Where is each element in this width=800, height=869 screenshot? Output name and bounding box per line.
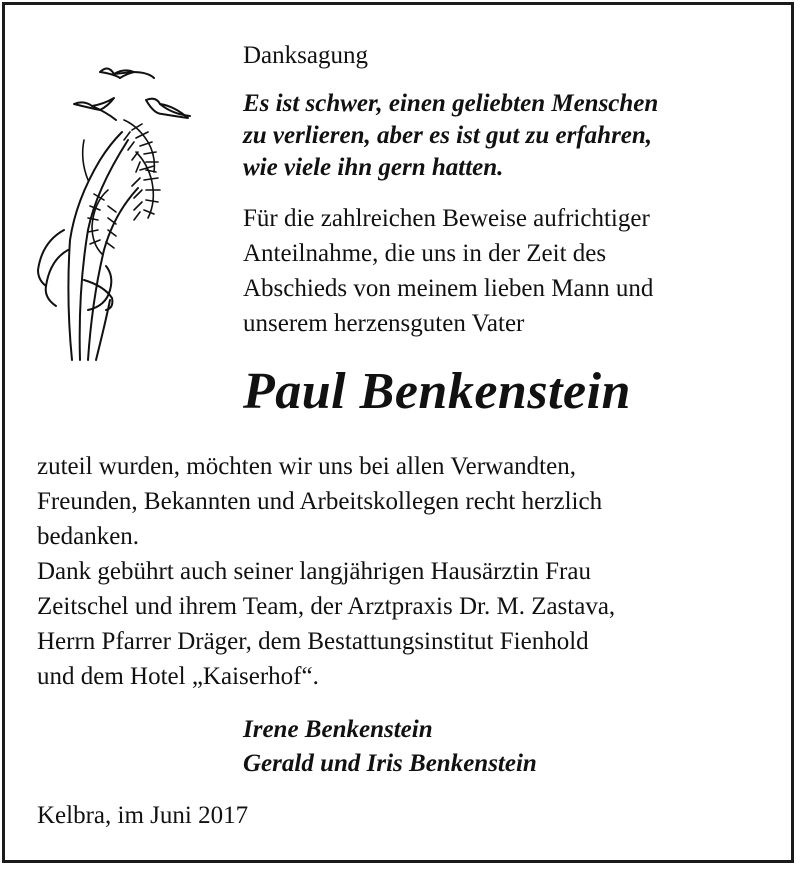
intro-line: Abschieds von meinem lieben Mann und: [243, 275, 654, 302]
place-date: Kelbra, im Juni 2017: [37, 802, 249, 829]
body-line: Dank gebührt auch seiner langjährigen Hausärztin Frau: [37, 558, 591, 585]
signature-line: Irene Benkenstein: [243, 716, 433, 743]
intro-line: Für die zahlreichen Beweise aufrichtiger: [243, 205, 650, 232]
intro-paragraph: [243, 201, 783, 341]
body-line: Freunden, Bekannten und Arbeitskollegen recht herzlich: [37, 488, 603, 515]
intro-line: Anteilnahme, die uns in der Zeit des: [243, 240, 607, 267]
deceased-name: Paul Benkenstein: [243, 363, 631, 420]
body-line: Zeitschel und ihrem Team, der Arztpraxis Dr. M. Zastava,: [37, 593, 616, 620]
signatures: [243, 713, 537, 781]
body-line: zuteil wurden, möchten wir uns bei allen Verwandten,: [37, 453, 576, 480]
quote-line: Es ist schwer, einen geliebten Menschen: [243, 90, 659, 117]
bird-icon: [100, 68, 154, 78]
reed-seed-heads: [83, 120, 160, 254]
quote-line: wie viele ihn gern hatten.: [243, 154, 504, 181]
thanks-paragraph: [37, 449, 777, 694]
quote-line: zu verlieren, aber es ist gut zu erfahren,: [243, 122, 653, 149]
signature-line: Gerald und Iris Benkenstein: [243, 750, 537, 777]
memorial-quote: [243, 88, 783, 184]
reed-stalks: [38, 132, 138, 360]
bird-icon: [74, 98, 116, 120]
reeds-and-birds-icon: [28, 60, 218, 370]
bird-icon: [146, 99, 190, 118]
body-line: Herrn Pfarrer Dräger, dem Bestattungsinstitut Fienhold: [37, 628, 589, 655]
notice-heading: Danksagung: [243, 42, 368, 69]
body-line: bedanken.: [37, 523, 140, 550]
intro-line: unserem herzensguten Vater: [243, 310, 525, 337]
body-line: und dem Hotel „Kaiserhof“.: [37, 663, 319, 690]
